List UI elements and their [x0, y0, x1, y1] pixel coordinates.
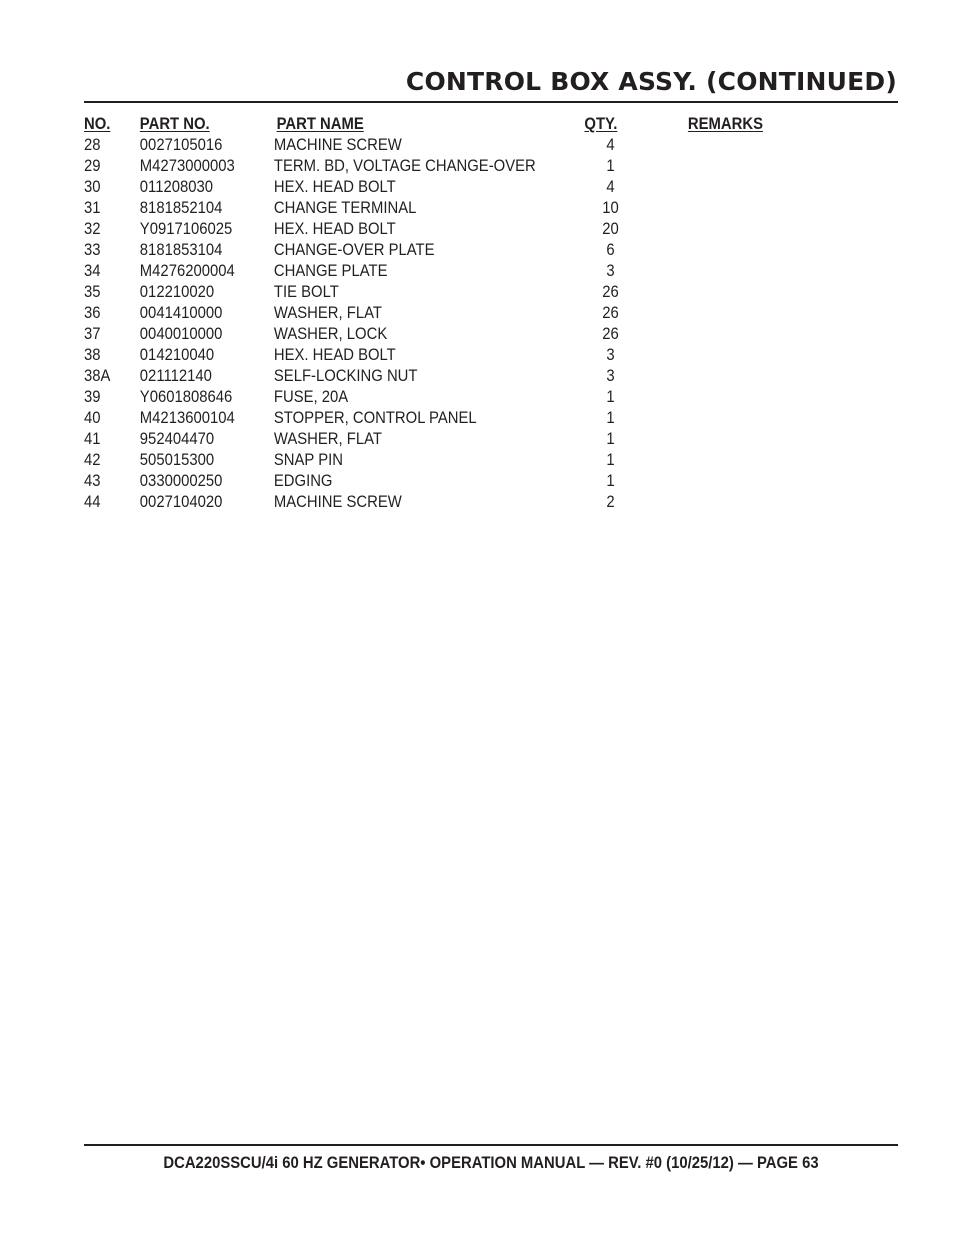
part-number-index: 43 — [84, 472, 101, 490]
part-number-index: 33 — [84, 241, 101, 259]
part-number-index: 38A — [84, 367, 111, 385]
part-name-cell: FUSE, 20A — [273, 388, 349, 406]
table-row — [84, 429, 817, 450]
part-number-index: 39 — [84, 388, 101, 406]
part-name-cell: TERM. BD, VOLTAGE CHANGE-OVER — [273, 157, 536, 175]
part-name-cell: TIE BOLT — [273, 283, 339, 301]
part-no-cell: 8181853104 — [139, 241, 223, 259]
part-number-index: 37 — [84, 325, 101, 343]
parts-table — [84, 114, 817, 513]
table-header-row — [84, 114, 817, 135]
part-number-index: 36 — [84, 304, 101, 322]
table-row — [84, 408, 817, 429]
part-name-cell: WASHER, FLAT — [273, 304, 382, 322]
part-no-cell: M4213600104 — [139, 409, 235, 427]
part-no-cell: Y0601808646 — [139, 388, 233, 406]
part-number-index: 30 — [84, 178, 101, 196]
qty-cell: 26 — [602, 304, 619, 322]
qty-cell: 1 — [606, 430, 615, 448]
part-no-cell: 0330000250 — [139, 472, 223, 490]
part-no-cell: 0040010000 — [139, 325, 223, 343]
qty-cell: 6 — [606, 241, 615, 259]
part-no-cell: 014210040 — [139, 346, 215, 364]
part-number-index: 28 — [84, 136, 101, 154]
part-name-cell: HEX. HEAD BOLT — [273, 220, 396, 238]
table-row — [84, 135, 817, 156]
qty-cell: 26 — [602, 283, 619, 301]
part-name-cell: CHANGE TERMINAL — [273, 199, 417, 217]
qty-cell: 1 — [606, 157, 615, 175]
part-name-cell: HEX. HEAD BOLT — [273, 346, 396, 364]
table-row — [84, 219, 817, 240]
column-header-qty: QTY. — [584, 115, 618, 133]
column-header-part-no: PART NO. — [139, 115, 210, 133]
qty-cell: 1 — [606, 451, 615, 469]
column-header-part-name: PART NAME — [276, 115, 364, 133]
part-no-cell: 012210020 — [139, 283, 215, 301]
part-number-index: 29 — [84, 157, 101, 175]
part-number-index: 32 — [84, 220, 101, 238]
part-no-cell: Y0917106025 — [139, 220, 233, 238]
part-name-cell: EDGING — [273, 472, 333, 490]
part-name-cell: MACHINE SCREW — [273, 493, 402, 511]
part-no-cell: 0027104020 — [139, 493, 223, 511]
qty-cell: 1 — [606, 388, 615, 406]
part-name-cell: STOPPER, CONTROL PANEL — [273, 409, 477, 427]
part-no-cell: 952404470 — [139, 430, 215, 448]
table-row — [84, 471, 817, 492]
part-number-index: 40 — [84, 409, 101, 427]
table-row — [84, 177, 817, 198]
table-row — [84, 492, 817, 513]
table-row — [84, 261, 817, 282]
part-name-cell: MACHINE SCREW — [273, 136, 402, 154]
table-row — [84, 324, 817, 345]
part-name-cell: WASHER, FLAT — [273, 430, 382, 448]
part-no-cell: 505015300 — [139, 451, 215, 469]
qty-cell: 3 — [606, 346, 615, 364]
qty-cell: 4 — [606, 178, 615, 196]
qty-cell: 1 — [606, 472, 615, 490]
table-row — [84, 198, 817, 219]
part-name-cell: CHANGE PLATE — [273, 262, 388, 280]
qty-cell: 26 — [602, 325, 619, 343]
part-no-cell: 0041410000 — [139, 304, 223, 322]
part-number-index: 31 — [84, 199, 101, 217]
table-row — [84, 303, 817, 324]
qty-cell: 2 — [606, 493, 615, 511]
footer-divider — [84, 1144, 898, 1146]
part-number-index: 34 — [84, 262, 101, 280]
table-row — [84, 387, 817, 408]
table-row — [84, 282, 817, 303]
qty-cell: 1 — [606, 409, 615, 427]
part-no-cell: 0027105016 — [139, 136, 223, 154]
qty-cell: 3 — [606, 367, 615, 385]
part-name-cell: SNAP PIN — [273, 451, 343, 469]
part-no-cell: 021112140 — [139, 367, 212, 385]
footer-text: DCA220SSCU/4i 60 HZ GENERATOR• OPERATION MANUAL — REV. #0 (10/25/12) — PAGE 63 — [163, 1154, 819, 1172]
part-no-cell: M4273000003 — [139, 157, 235, 175]
part-number-index: 42 — [84, 451, 101, 469]
part-name-cell: SELF-LOCKING NUT — [273, 367, 418, 385]
part-name-cell: CHANGE-OVER PLATE — [273, 241, 435, 259]
table-row — [84, 240, 817, 261]
part-number-index: 38 — [84, 346, 101, 364]
part-no-cell: 011208030 — [139, 178, 214, 196]
part-name-cell: WASHER, LOCK — [273, 325, 388, 343]
part-number-index: 35 — [84, 283, 101, 301]
part-no-cell: M4276200004 — [139, 262, 235, 280]
table-row — [84, 366, 817, 387]
part-number-index: 44 — [84, 493, 101, 511]
table-row — [84, 345, 817, 366]
qty-cell: 4 — [606, 136, 615, 154]
column-header-remarks: REMARKS — [687, 115, 763, 133]
table-body — [84, 135, 817, 513]
qty-cell: 10 — [602, 199, 619, 217]
part-no-cell: 8181852104 — [139, 199, 223, 217]
table-row — [84, 156, 817, 177]
title-divider — [84, 101, 898, 103]
page-title: CONTROL BOX ASSY. (CONTINUED) — [405, 67, 897, 96]
part-name-cell: HEX. HEAD BOLT — [273, 178, 396, 196]
qty-cell: 3 — [606, 262, 615, 280]
qty-cell: 20 — [602, 220, 619, 238]
part-number-index: 41 — [84, 430, 101, 448]
table-row — [84, 450, 817, 471]
column-header-no: NO. — [84, 115, 111, 133]
